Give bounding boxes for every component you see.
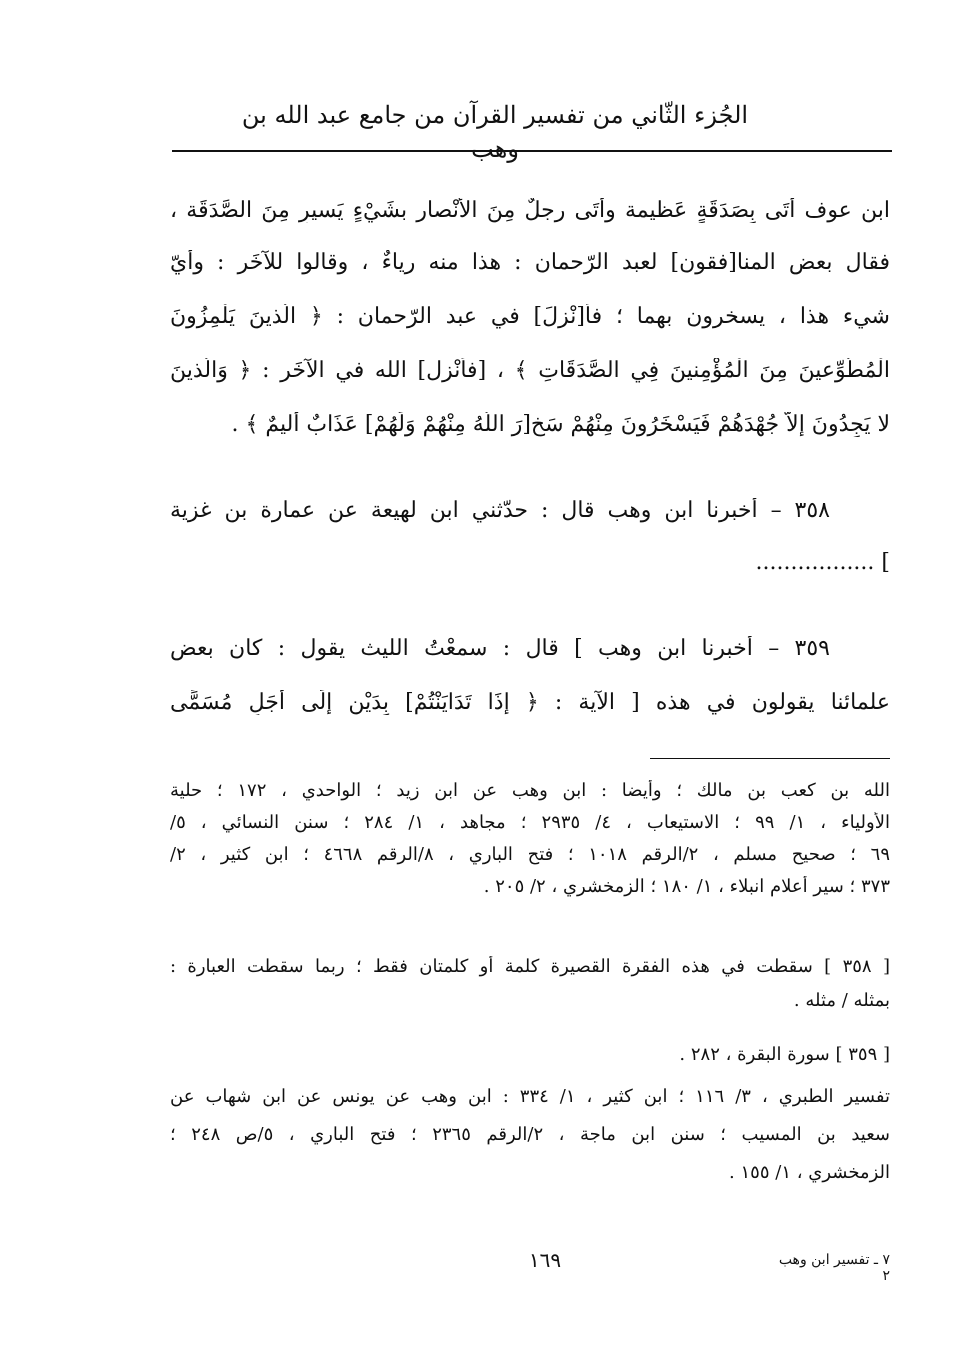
footnote-line: بمثله / مثله . [793,990,890,1011]
body-line: لا يَجِدُونَ إِلاَّ جُهْدَهُمْ فَيَسْخَرُونَ مِنْهُمْ سَخِ[رَ اللّهُ مِنْهُمْ وَلَهُمْ] عَذَابٌ أَليمٌ ﴾ . [231,412,890,437]
footnote-line: الله بن كعب بن مالك ؛ وأيضا : ابن وهب عن ابن زيد ؛ الواحدي ، ١٧٢ ؛ حلية [170,780,890,801]
page-number: ١٦٩ [528,1248,562,1272]
footnote-line: الأولياء ، ١/ ٩٩ ؛ الاستيعاب ، ٤/ ٢٩٣٥ ؛ مجاهد ، ١/ ٢٨٤ ؛ سنن النسائي ، ٥/ [170,812,890,833]
footnote-rule [650,758,890,759]
body-line: ] ................. [755,550,890,575]
body-line: الْمُطَّوِّعينَ مِنَ الْمُؤْمِنينَ فِي الصَّدَقَاتِ ﴾ ، [فأنْزل] الله في الآخَر : ﴿ وَالَّذينَ [170,358,890,383]
footnote-line: [ ٣٥٨ ] سقطت في هذه الفقرة القصيرة كلمة أو كلمتان فقط ؛ ربما سقطت العبارة : [170,956,890,977]
body-line: شيء هذا ، يسخرون بهما ؛ فأ[نْزلَ] في عبد الرّحمان : ﴿ الَّذينَ يَلْمِزُونَ [170,304,890,329]
footnote-358 [170,956,890,1026]
body-line: فقال بعض المنا[فقون] لعبد الرّحمان : هذا منه رياءٌ ، وقالوا للآخَر : وأيّ [170,250,890,275]
footnote-line: ٣٧٣ ؛ سير أعلام انبلاء ، ١/ ١٨٠ ؛ الزمخشري ، ٢/ ٢٠٥ . [483,876,890,897]
footnote-line: ٦٩ ؛ صحيح مسلم ، ٢/الرقم ١٠١٨ ؛ فتح الباري ، ٨/الرقم ٤٦٦٨ ؛ ابن كثير ، ٢/ [170,844,890,865]
hadith-358 [170,498,890,588]
body-line: ابن عوف أَتَى بِصَدَقَةٍ عَظيمة وأَتَى رجلٌ مِنَ الأنْصار بشَيْءٍ يَسيرٍ مِنَ الصَّدَقَة ، [170,198,890,223]
header-rule [172,150,892,152]
running-header-title: الجُزء الثّاني من تفسير القرآن من جامع عبد الله بن وهب [241,101,749,163]
body-line: علمائنا يقولون في هذه [ الآية : ﴿ إِذَا تَدَايَنْتُمْ] بِدَيْنٍ إِلَى أَجَلٍ مُسَمًّى [170,690,890,715]
footnote-359 [170,1044,890,1194]
body-line: ٣٥٩ – أخبرنا ابن وهب ] قال : سمعْتُ الليث يقول : كان بعض [170,636,830,661]
footnote-continuation [170,780,890,930]
footnote-line: [ ٣٥٩ ] سورة البقرة ، ٢٨٢ . [679,1044,890,1065]
body-line: ٣٥٨ – أخبرنا ابن وهب قال : حدّثني ابن لهيعة عن عمارة بن غزية [170,498,830,523]
hadith-359 [170,636,890,736]
footnote-line: تفسير الطبري ، ٣/ ١١٦ ؛ ابن كثير ، ١/ ٣٣٤ : ابن وهب عن يونس عن ابن شهاب عن [170,1086,890,1107]
footnote-line: سعيد بن المسيب ؛ سنن ابن ماجة ، ٢/الرقم ٢٣٦٥ ؛ فتح الباري ، ٥/ص ٢٤٨ ؛ [170,1124,890,1145]
paragraph-continuation [170,198,890,468]
signature-mark: ٧ ـ تفسير ابن وهب ٢ [778,1252,890,1284]
footnote-line: الزمخشري ، ١/ ١٥٥ . [729,1162,890,1183]
